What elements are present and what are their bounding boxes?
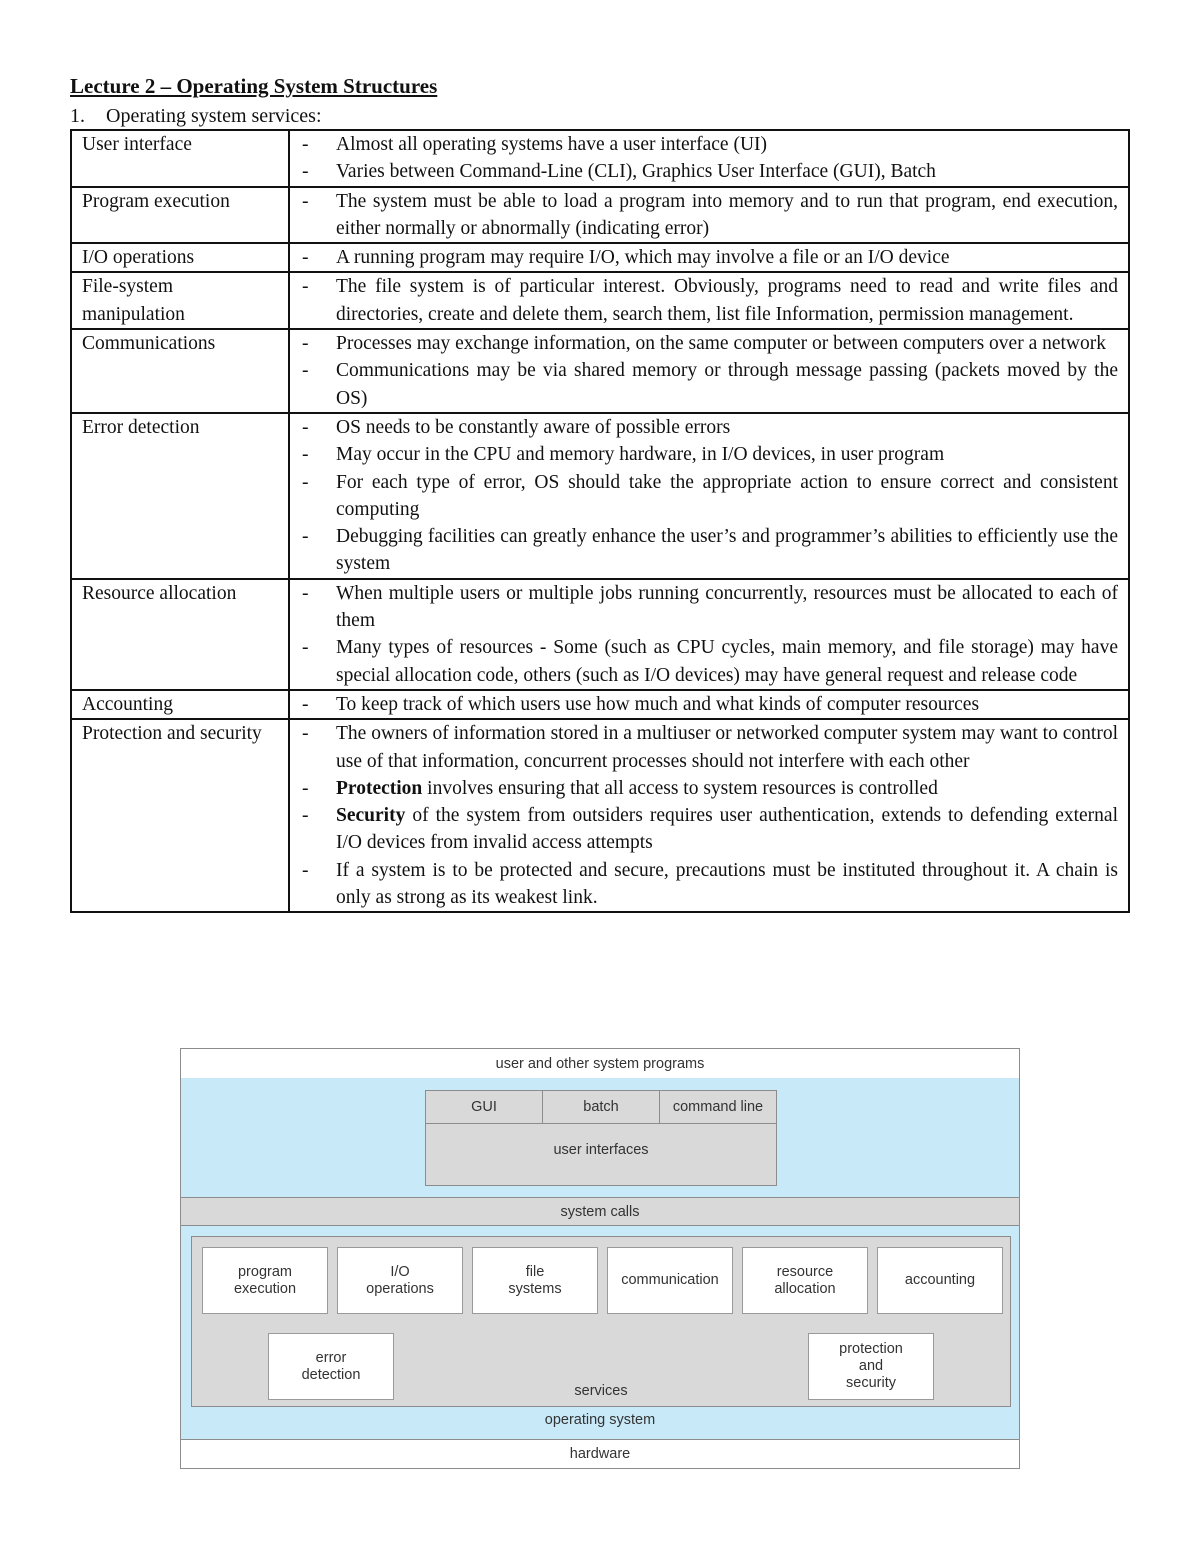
service-description <box>289 690 1129 719</box>
service-box-label: communication <box>621 1272 719 1288</box>
service-point: - Communications may be via shared memory or through message passing (packets moved by the OS) <box>300 357 1118 412</box>
user-interface-band <box>180 1078 1020 1197</box>
protection-security-label: protection and security <box>839 1341 903 1391</box>
user-interfaces-box <box>425 1090 777 1186</box>
service-name: File-system manipulation <box>71 272 289 329</box>
service-name: Communications <box>71 329 289 413</box>
service-points <box>300 131 1118 186</box>
service-name: Program execution <box>71 187 289 244</box>
service-point: - May occur in the CPU and memory hardware, in I/O devices, in user program <box>300 441 1118 468</box>
section-number: 1. <box>70 105 85 127</box>
service-box <box>877 1247 1003 1314</box>
service-row <box>71 187 1129 244</box>
service-box <box>742 1247 868 1314</box>
service-point: - The owners of information stored in a multiuser or networked computer system may want to control use of that information, concurrent processes should not interfere with each other <box>300 720 1118 775</box>
service-row <box>71 719 1129 912</box>
system-calls-layer <box>180 1197 1020 1226</box>
services-box <box>191 1236 1011 1407</box>
service-point: - OS needs to be constantly aware of possible errors <box>300 414 1118 441</box>
service-description <box>289 579 1129 690</box>
service-name: Resource allocation <box>71 579 289 690</box>
ui-option-command-line <box>660 1091 776 1124</box>
service-row <box>71 413 1129 579</box>
operating-system-layer <box>180 1226 1020 1439</box>
service-point-term: Security <box>336 805 406 827</box>
ui-option-batch-label: batch <box>583 1099 619 1115</box>
service-points <box>300 691 1118 718</box>
service-description <box>289 413 1129 579</box>
service-point-text: involves ensuring that all access to system resources is controlled <box>422 777 938 799</box>
service-name: Protection and security <box>71 719 289 912</box>
service-box-label: accounting <box>904 1272 976 1288</box>
service-description <box>289 130 1129 187</box>
service-description <box>289 187 1129 244</box>
service-row <box>71 329 1129 413</box>
service-points <box>300 414 1118 578</box>
hardware-layer <box>180 1439 1020 1469</box>
operating-system-label: operating system <box>544 1412 656 1428</box>
service-row <box>71 243 1129 272</box>
system-calls-label: system calls <box>560 1204 640 1220</box>
os-services-diagram <box>180 1048 1020 1469</box>
service-row <box>71 579 1129 690</box>
service-box <box>202 1247 328 1314</box>
service-point-text: of the system from outsiders requires user authentication, extends to defending external I/O devices from invalid access attempts <box>336 805 1123 854</box>
service-box-label: resource allocation <box>774 1263 836 1297</box>
user-programs-label: user and other system programs <box>495 1056 705 1072</box>
service-description <box>289 719 1129 912</box>
service-points <box>300 188 1118 243</box>
service-point: - A running program may require I/O, which may involve a file or an I/O device <box>300 244 1118 271</box>
service-description <box>289 243 1129 272</box>
service-point: - To keep track of which users use how much and what kinds of computer resources <box>300 691 1118 718</box>
ui-option-batch <box>543 1091 660 1124</box>
ui-option-gui <box>426 1091 543 1124</box>
services-label: services <box>574 1383 628 1399</box>
services-table-body <box>71 130 1129 912</box>
service-box <box>607 1247 733 1314</box>
service-points <box>300 720 1123 911</box>
section-heading-text: Operating system services: <box>106 105 322 127</box>
service-point: - Varies between Command-Line (CLI), Graphics User Interface (GUI), Batch <box>300 158 1118 185</box>
hardware-label: hardware <box>569 1446 631 1462</box>
service-point: - Almost all operating systems have a user interface (UI) <box>300 131 1118 158</box>
service-name: I/O operations <box>71 243 289 272</box>
error-detection-label: error detection <box>301 1349 361 1383</box>
service-description <box>289 329 1129 413</box>
service-point: - Debugging facilities can greatly enhance the user’s and programmer’s abilities to efficiently use the system <box>300 523 1118 578</box>
ui-option-command-line-label: command line <box>672 1099 764 1115</box>
services-table <box>70 129 1130 913</box>
user-programs-layer <box>180 1048 1020 1079</box>
service-point: - For each type of error, OS should take the appropriate action to ensure correct and consistent computing <box>300 469 1118 524</box>
service-points <box>300 273 1118 328</box>
service-row <box>71 130 1129 187</box>
service-point: - When multiple users or multiple jobs running concurrently, resources must be allocated to each of them <box>300 580 1118 635</box>
service-box-label: I/O operations <box>366 1263 434 1297</box>
service-point: - If a system is to be protected and secure, precautions must be instituted throughout it. A chain is only as strong as its weakest link. <box>300 857 1118 912</box>
service-name: Accounting <box>71 690 289 719</box>
service-point: - Processes may exchange information, on the same computer or between computers over a network <box>300 330 1118 357</box>
service-box <box>337 1247 463 1314</box>
service-points <box>300 244 1118 271</box>
service-row <box>71 690 1129 719</box>
service-description <box>289 272 1129 329</box>
service-name: Error detection <box>71 413 289 579</box>
service-point-term: Protection <box>336 777 423 799</box>
service-point: - The system must be able to load a program into memory and to run that program, end execution, either normally or abnormally (indicating error) <box>300 188 1118 243</box>
service-box <box>472 1247 598 1314</box>
service-name: User interface <box>71 130 289 187</box>
service-point <box>300 775 1118 802</box>
service-point: - The file system is of particular interest. Obviously, programs need to read and write files and directories, create and delete them, search them, list file Information, permission management. <box>300 273 1118 328</box>
service-points <box>300 580 1118 689</box>
ui-option-gui-label: GUI <box>471 1099 497 1115</box>
service-point: - Many types of resources - Some (such as CPU cycles, main memory, and file storage) may have special allocation code, others (such as I/O devices) may have general request and release code <box>300 634 1118 689</box>
service-point <box>300 802 1123 857</box>
document-title: Lecture 2 – Operating System Structures <box>70 74 438 98</box>
section-heading <box>70 102 322 130</box>
user-interfaces-label: user interfaces <box>553 1142 649 1158</box>
service-row <box>71 272 1129 329</box>
service-points <box>300 330 1118 412</box>
service-box-label: file systems <box>508 1263 562 1297</box>
service-box-label: program execution <box>233 1263 297 1297</box>
